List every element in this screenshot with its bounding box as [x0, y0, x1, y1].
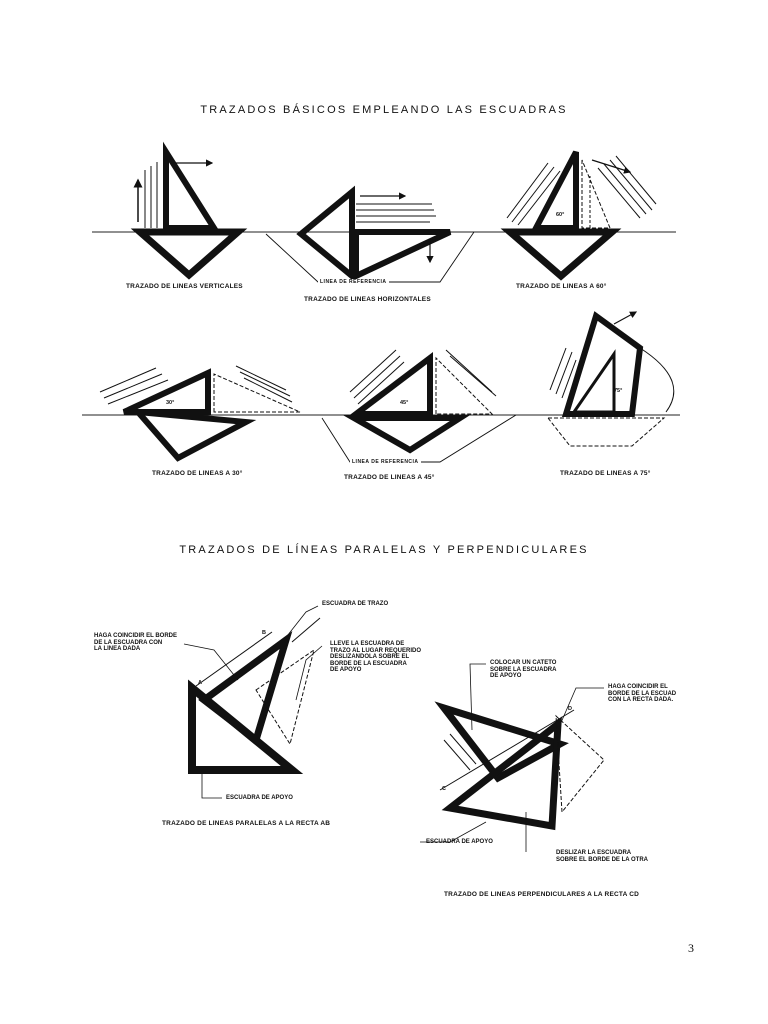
note-haga-coincidir-perpendicular: HAGA COINCIDIR EL BORDE DE LA ESCUAD CON LA RECTA DADA.	[608, 684, 677, 703]
reference-line-label-bottom: LINEA DE REFERENCIA	[352, 459, 419, 465]
note-escuadra-trazo: ESCUADRA DE TRAZO	[322, 601, 389, 607]
note-deslizar: DESLIZAR LA ESCUADRA SOBRE EL BORDE DE LA OTRA	[556, 850, 649, 863]
reference-line-label-top: LINEA DE REFERENCIA	[320, 279, 387, 285]
figure-vertical-lines	[138, 152, 238, 275]
caption-30-degree: TRAZADO DE LINEAS A 30°	[152, 470, 243, 477]
note-lleve-escuadra: LLEVE LA ESCUADRA DE TRAZO AL LUGAR REQUERIDO DESLIZANDOLA SOBRE EL BORDE DE LA ESCUADRA DE APOYO	[330, 641, 421, 673]
caption-horizontal-lines: TRAZADO DE LINEAS HORIZONTALES	[304, 296, 431, 303]
figure-75-degree	[548, 312, 674, 446]
figure-parallel-lines	[184, 606, 322, 798]
point-b: B	[262, 630, 266, 636]
note-haga-coincidir-parallel: HAGA COINCIDIR EL BORDE DE LA ESCUADRA CON LA LINEA DADA	[94, 633, 178, 652]
caption-vertical-lines: TRAZADO DE LINEAS VERTICALES	[126, 283, 243, 290]
angle-label-60: 60°	[556, 212, 565, 218]
caption-45-degree: TRAZADO DE LINEAS A 45°	[344, 474, 435, 481]
figure-perpendicular-lines	[420, 664, 604, 852]
angle-label-30: 30°	[166, 400, 175, 406]
figure-60-degree	[507, 152, 656, 276]
note-escuadra-apoyo-perpendicular: ESCUADRA DE APOYO	[426, 839, 493, 845]
heading-basic-tracing: TRAZADOS BÁSICOS EMPLEANDO LAS ESCUADRAS	[200, 104, 568, 116]
caption-perpendicular: TRAZADO DE LINEAS PERPENDICULARES A LA RECTA CD	[444, 891, 640, 898]
figure-30-degree	[100, 366, 300, 458]
heading-parallel-perpendicular: TRAZADOS DE LÍNEAS PARALELAS Y PERPENDICULARES	[179, 544, 589, 556]
point-d: D	[568, 706, 572, 712]
note-escuadra-apoyo-parallel: ESCUADRA DE APOYO	[226, 795, 293, 801]
angle-label-75: 75°	[614, 388, 623, 394]
note-colocar-cateto: COLOCAR UN CATETO SOBRE LA ESCUADRA DE APOYO	[490, 660, 557, 679]
caption-60-degree: TRAZADO DE LINEAS A 60°	[516, 283, 607, 290]
caption-75-degree: TRAZADO DE LINEAS A 75°	[560, 470, 651, 477]
angle-label-45: 45°	[400, 400, 409, 406]
point-c: C	[442, 786, 446, 792]
caption-parallel: TRAZADO DE LINEAS PARALELAS A LA RECTA AB	[162, 820, 331, 827]
figure-45-degree	[322, 350, 516, 462]
point-a: A	[198, 680, 202, 686]
page-number: 3	[688, 941, 694, 955]
figure-horizontal-lines	[266, 192, 474, 282]
